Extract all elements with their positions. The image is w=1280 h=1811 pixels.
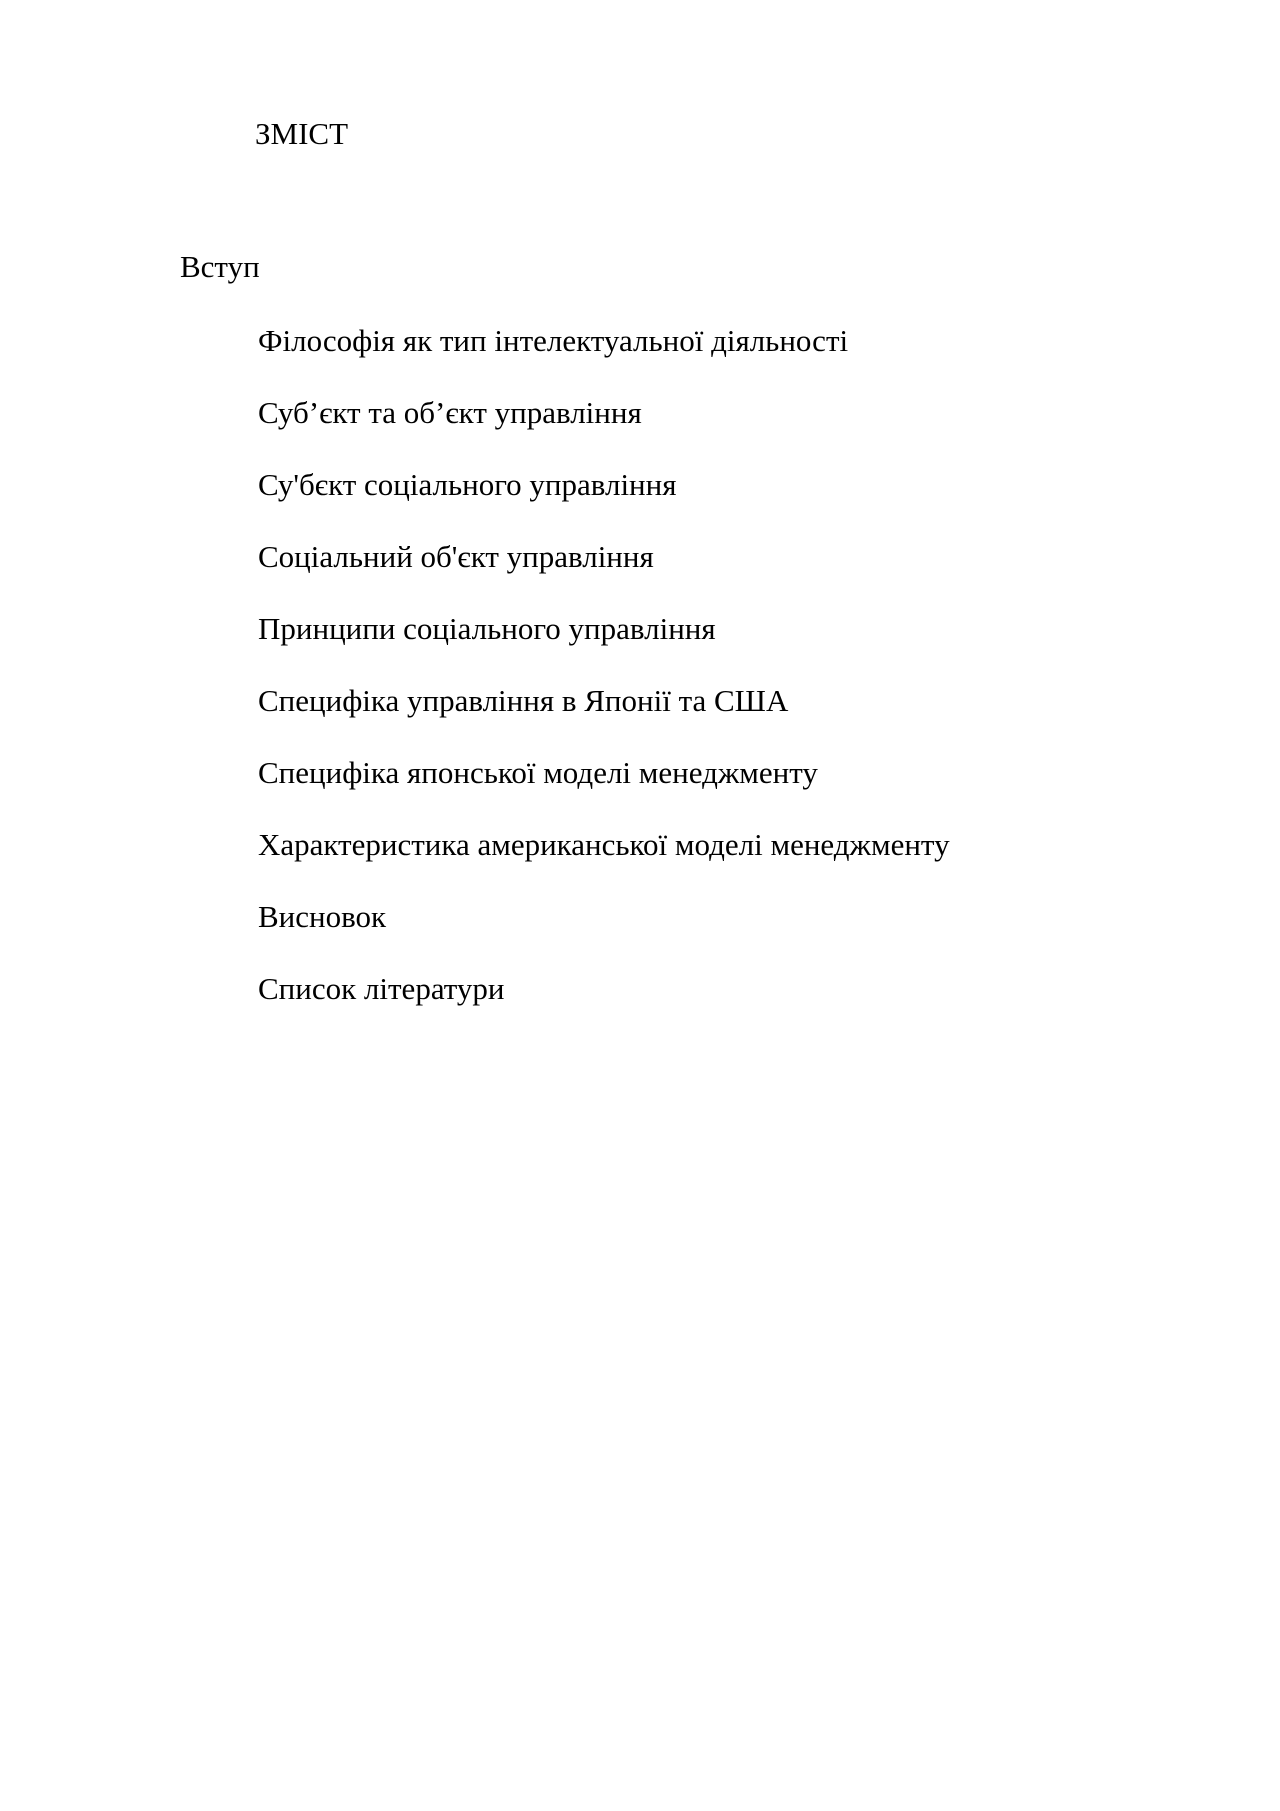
toc-item: Висновок <box>258 899 387 934</box>
toc-intro-entry: Вступ <box>180 249 260 284</box>
toc-item: Суб’єкт та об’єкт управління <box>258 395 642 430</box>
toc-title: ЗМІСТ <box>255 116 349 151</box>
toc-item: Специфіка управління в Японії та США <box>258 683 789 718</box>
toc-item: Соціальний об'єкт управління <box>258 539 654 574</box>
toc-item: Список літератури <box>258 971 505 1006</box>
toc-item: Філософія як тип інтелектуальної діяльності <box>258 323 849 358</box>
toc-item: Принципи соціального управління <box>258 611 716 646</box>
toc-item: Су'бєкт соціального управління <box>258 467 677 502</box>
toc-item: Характеристика американської моделі менеджменту <box>258 827 950 862</box>
toc-item: Специфіка японської моделі менеджменту <box>258 755 818 790</box>
